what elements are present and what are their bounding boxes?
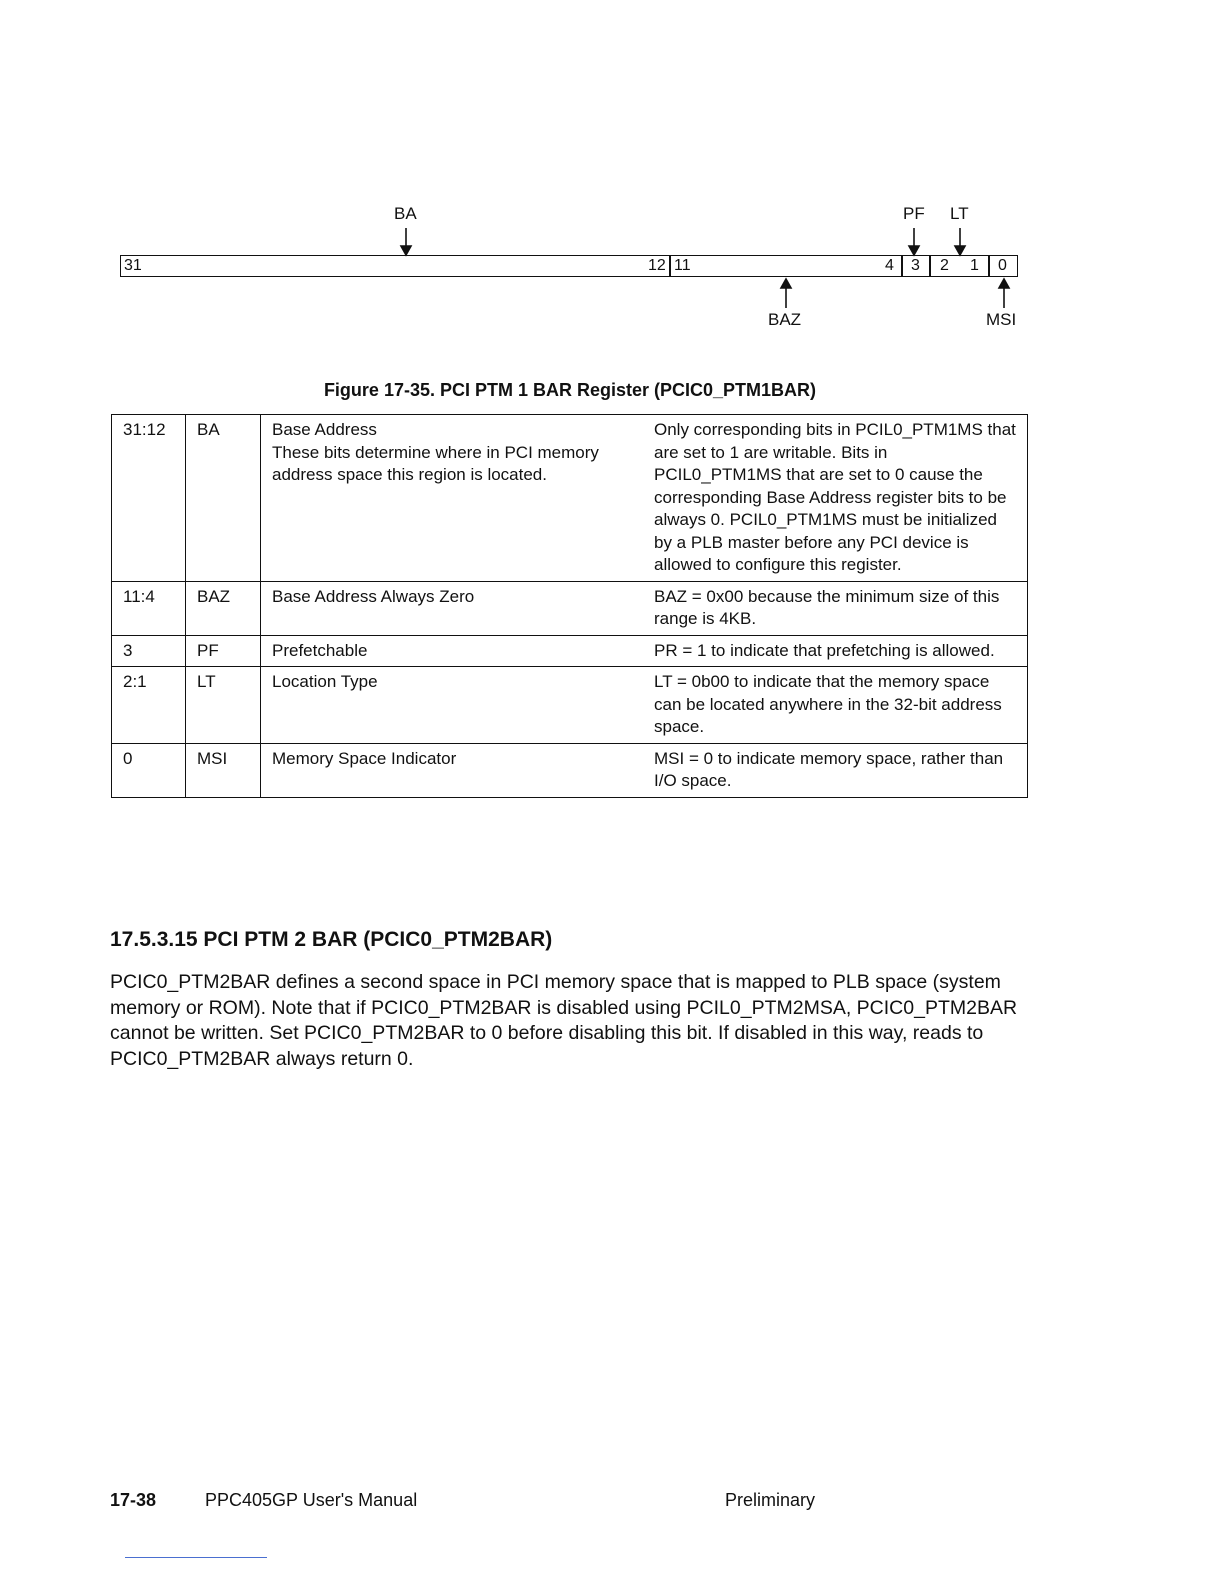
field-cell: PF xyxy=(186,635,261,667)
description-title: Location Type xyxy=(272,672,378,691)
field-label-ba: BA xyxy=(394,204,417,223)
section-body: PCIC0_PTM2BAR defines a second space in PCI memory space that is mapped to PLB space (system memory or ROM). Note that if PCIC0_PTM2BAR is disabled using PCIL0_PTM2MSA, PCIC0_PTM2BAR cannot be written. Set PCIC0_PTM2BAR to 0 before disabling this bit. If disabled in this way, reads to PCIC0_PTM2BAR always return 0. xyxy=(110,971,1018,1070)
field-label-lt: LT xyxy=(950,204,969,223)
arrow-down-icon xyxy=(909,228,919,255)
table-row xyxy=(112,415,1028,582)
description-title: Base Address Always Zero xyxy=(272,586,475,606)
description-title: Base Address xyxy=(272,420,377,439)
description-title: Prefetchable xyxy=(272,640,368,660)
arrow-up-icon xyxy=(999,279,1009,308)
description-title: Memory Space Indicator xyxy=(272,748,457,768)
bit-number: 11 xyxy=(674,257,691,274)
bit-number: 31 xyxy=(124,257,142,274)
bit-number: 1 xyxy=(970,257,979,274)
field-cell: BA xyxy=(186,415,261,582)
bit-number: 4 xyxy=(885,257,894,274)
arrow-down-icon xyxy=(401,228,411,255)
field-label-pf: PF xyxy=(903,204,925,223)
bits-cell: 31:12 xyxy=(112,415,186,582)
field-divider xyxy=(929,255,931,277)
field-cell: MSI xyxy=(186,743,261,797)
bits-cell: 3 xyxy=(112,635,186,667)
description-cell xyxy=(261,743,645,797)
footer-rule xyxy=(125,1557,267,1558)
table-row xyxy=(112,635,1028,667)
bits-cell: 2:1 xyxy=(112,667,186,744)
field-divider xyxy=(901,255,903,277)
arrow-up-icon xyxy=(781,279,791,308)
bits-cell: 11:4 xyxy=(112,581,186,635)
bit-number: 12 xyxy=(648,257,666,274)
table-row xyxy=(112,667,1028,744)
register-table xyxy=(111,414,1028,798)
bits-cell: 0 xyxy=(112,743,186,797)
notes-cell: LT = 0b00 to indicate that the memory space can be located anywhere in the 32-bit address space. xyxy=(644,667,1028,744)
notes-cell: BAZ = 0x00 because the minimum size of this range is 4KB. xyxy=(644,581,1028,635)
figure-caption: Figure 17-35. PCI PTM 1 BAR Register (PCIC0_PTM1BAR) xyxy=(323,380,817,400)
field-label-baz: BAZ xyxy=(768,310,802,329)
field-cell: LT xyxy=(186,667,261,744)
register-bit-bar xyxy=(120,255,1018,277)
field-divider xyxy=(988,255,990,277)
field-label-msi: MSI xyxy=(986,310,1017,329)
description-cell xyxy=(261,581,645,635)
arrow-down-icon xyxy=(955,228,965,255)
section-heading: 17.5.3.15 PCI PTM 2 BAR (PCIC0_PTM2BAR) xyxy=(110,928,553,951)
field-divider xyxy=(669,255,671,277)
notes-cell: PR = 1 to indicate that prefetching is allowed. xyxy=(644,635,1028,667)
description-cell xyxy=(261,415,645,582)
notes-cell: MSI = 0 to indicate memory space, rather than I/O space. xyxy=(644,743,1028,797)
table-row xyxy=(112,743,1028,797)
document-title: PPC405GP User's Manual xyxy=(205,1490,418,1510)
field-arrows xyxy=(0,0,1224,340)
description-cell xyxy=(261,635,645,667)
field-cell: BAZ xyxy=(186,581,261,635)
table-row xyxy=(112,581,1028,635)
description-cell xyxy=(261,667,645,744)
description-body: These bits determine where in PCI memory address space this region is located. xyxy=(272,442,599,484)
document-status: Preliminary xyxy=(725,1490,816,1510)
page-number: 17-38 xyxy=(110,1490,157,1510)
notes-cell: Only corresponding bits in PCIL0_PTM1MS that are set to 1 are writable. Bits in PCIL0_PTM1MS that are set to 0 cause the corresponding Base Address register bits to be always 0. PCIL0_PTM1MS must be initialized by a PLB master before any PCI device is allowed to configure this register. xyxy=(644,415,1028,582)
bit-number: 2 xyxy=(940,257,949,274)
bit-number: 0 xyxy=(998,257,1007,274)
bit-number: 3 xyxy=(911,257,920,274)
